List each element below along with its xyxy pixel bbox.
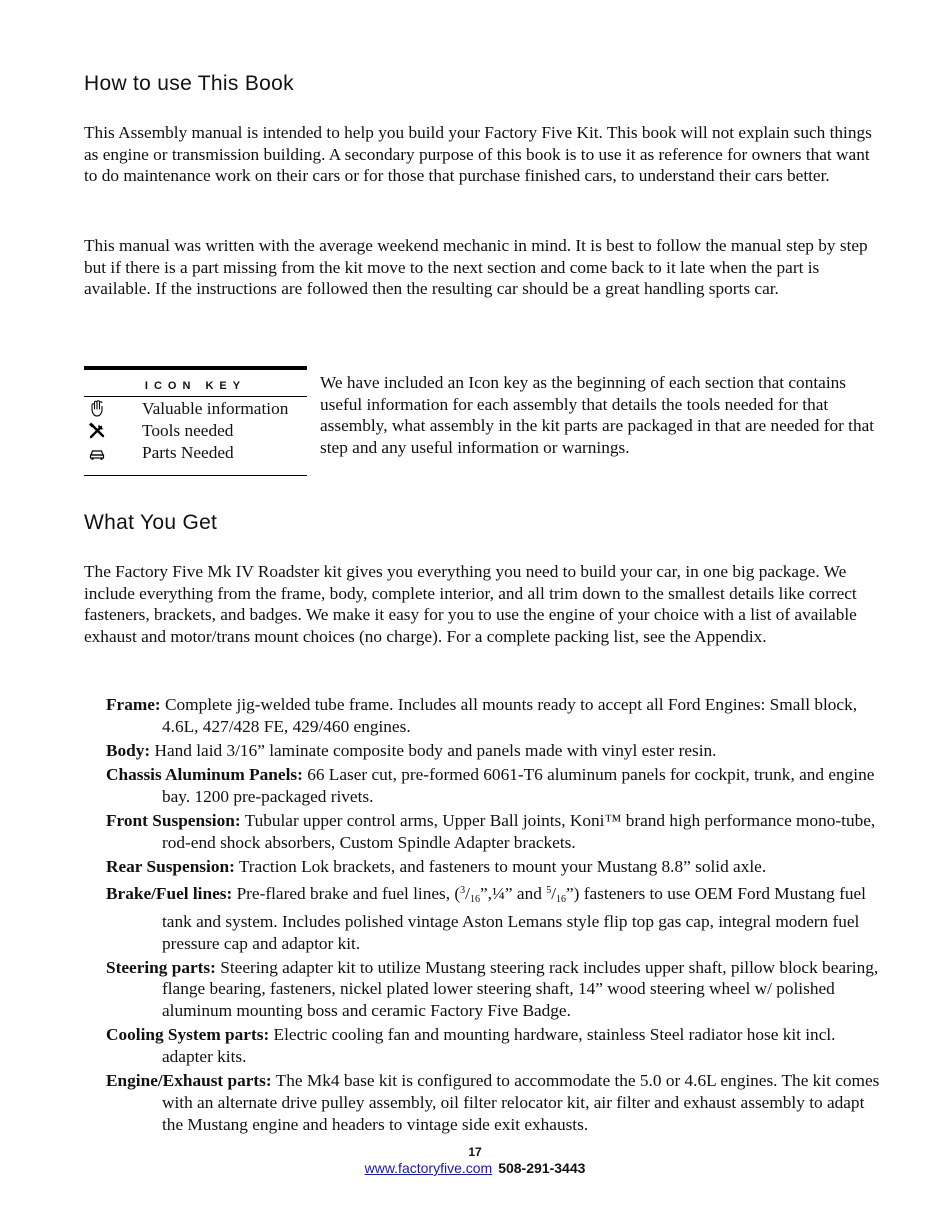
item-term: Steering parts: <box>106 957 216 977</box>
list-item <box>106 856 886 878</box>
icon-key-entry-tools <box>84 420 307 442</box>
icon-key-label: Tools needed <box>142 421 234 440</box>
mechanic-paragraph: This manual was written with the average weekend mechanic in mind. It is best to follow the manual step by step but if there is a part missing from the kit move to the next section and come back to it late when the part is available. If the instructions are followed then the resulting car should be a great handling sports car. <box>84 236 868 299</box>
icon-key-label: Valuable information <box>142 399 289 418</box>
item-text: Electric cooling fan and mounting hardware, stainless Steel radiator hose kit incl. adapter kits. <box>162 1025 836 1067</box>
list-item <box>106 957 886 1022</box>
icon-key-entry-parts <box>84 442 307 464</box>
item-term: Brake/Fuel lines: <box>106 884 233 904</box>
icon-key-divider <box>84 396 307 397</box>
list-item: Brake/Fuel lines: Pre-flared brake and fuel lines, ($^3/_{16}”,\frac{1}{4}$” and $^5/_{16}$”) fasteners to use OEM Ford Mustang fuel tank and system. Includes polished vintage Aston Lemans style flip top gas cap, integral modern fuel pressure cap and adaptor kit. <box>106 884 866 953</box>
item-term: Cooling System parts: <box>106 1025 270 1045</box>
icon-key-label: Parts Needed <box>142 443 234 462</box>
item-text: Pre-flared brake and fuel lines, ( <box>232 884 461 904</box>
item-text: Steering adapter kit to utilize Mustang steering rack includes upper shaft, pillow block bearing, flange bearing, fasteners, nickel plated lower steering shaft, 14” wood steering wheel w/ polished aluminum mounting boss and ceramic Factory Five Badge. <box>162 957 879 1021</box>
list-item <box>106 764 886 807</box>
list-item <box>106 1070 886 1135</box>
kit-contents-list <box>106 694 886 1138</box>
icon-key-bottom-rule <box>84 475 307 476</box>
list-item <box>106 740 886 762</box>
fraction-numerator: 5 <box>546 885 552 897</box>
item-term: Engine/Exhaust parts: <box>106 1071 272 1091</box>
item-text: Hand laid 3/16” laminate composite body and panels made with vinyl ester resin. <box>150 740 717 760</box>
fraction-denominator: 16 <box>469 894 480 906</box>
item-text: Complete jig-welded tube frame. Includes all mounts ready to accept all Ford Engines: Small block, 4.6L, 427/428 FE, 429/460 engines. <box>160 695 858 736</box>
fraction-numerator: 3 <box>460 885 466 897</box>
tools-icon <box>88 422 106 440</box>
item-term: Front Suspension: <box>106 811 241 831</box>
item-term: Chassis Aluminum Panels: <box>106 765 303 785</box>
icon-key-top-rule <box>84 366 307 370</box>
what-you-get-paragraph: The Factory Five Mk IV Roadster kit gives you everything you need to build your car, in one big package. We include everything from the frame, body, complete interior, and all trim down to the smallest details like correct fasteners, brackets, and badges. We make it easy for you to use the engine of your choice with a list of available exhaust and motor/trans mount choices (no charge). For a complete packing list, see the Appendix. <box>84 562 857 647</box>
section-heading-what-you-get: What You Get <box>84 511 218 534</box>
item-text: The Mk4 base kit is configured to accommodate the 5.0 or 4.6L engines. The kit comes with an alternate drive pulley assembly, oil filter relocator kit, air filter and exhaust assembly to adapt the Mustang engine and headers to vintage side exit exhausts. <box>162 1071 880 1134</box>
list-item <box>106 810 886 853</box>
website-link[interactable]: www.factoryfive.com <box>364 1160 493 1176</box>
intro-paragraph: This Assembly manual is intended to help you build your Factory Five Kit. This book will not explain such things as engine or transmission building. A secondary purpose of this book is to use it as reference for owners that want to do maintenance work on their cars or for those that purchase finished cars, to understand their cars better. <box>84 123 872 186</box>
item-text: Traction Lok brackets, and fasteners to mount your Mustang 8.8” solid axle. <box>234 856 767 876</box>
phone-number: 508-291-3443 <box>498 1160 586 1176</box>
item-text: Tubular upper control arms, Upper Ball joints, Koni™ brand high performance mono-tube, rod-end shock absorbers, Custom Spindle Adapter brackets. <box>162 811 876 852</box>
car-icon <box>88 444 106 462</box>
icon-key-description: We have included an Icon key as the beginning of each section that contains useful information for each assembly that details the tools needed for that assembly, what assembly in the kit parts are packaged in that are needed for that step and any useful information or warnings. <box>320 373 875 458</box>
footer-contact <box>0 1160 950 1176</box>
list-item <box>106 694 886 737</box>
icon-key-entry-valuable-info <box>84 398 307 420</box>
icon-key-title: ICON KEY <box>144 380 247 392</box>
fraction-denominator: 16 <box>556 894 567 906</box>
item-term: Frame: <box>106 695 161 714</box>
icon-key-box <box>84 366 307 476</box>
list-item <box>106 1024 886 1067</box>
item-text: ”,¼” and <box>479 884 547 904</box>
page-number: 17 <box>468 1145 482 1159</box>
item-term: Rear Suspension: <box>106 856 235 876</box>
item-text: 66 Laser cut, pre-formed 6061-T6 aluminum panels for cockpit, trunk, and engine bay. 1200 pre-packaged rivets. <box>162 765 875 806</box>
hand-icon <box>88 400 106 418</box>
item-text: ”) fasteners to use OEM Ford Mustang fuel tank and system. Includes polished vintage Aston Lemans style flip top gas cap, integral modern fuel pressure cap and adaptor kit. <box>162 884 866 953</box>
item-term: Body: <box>106 740 151 760</box>
section-heading-how-to-use: How to use This Book <box>84 72 294 95</box>
